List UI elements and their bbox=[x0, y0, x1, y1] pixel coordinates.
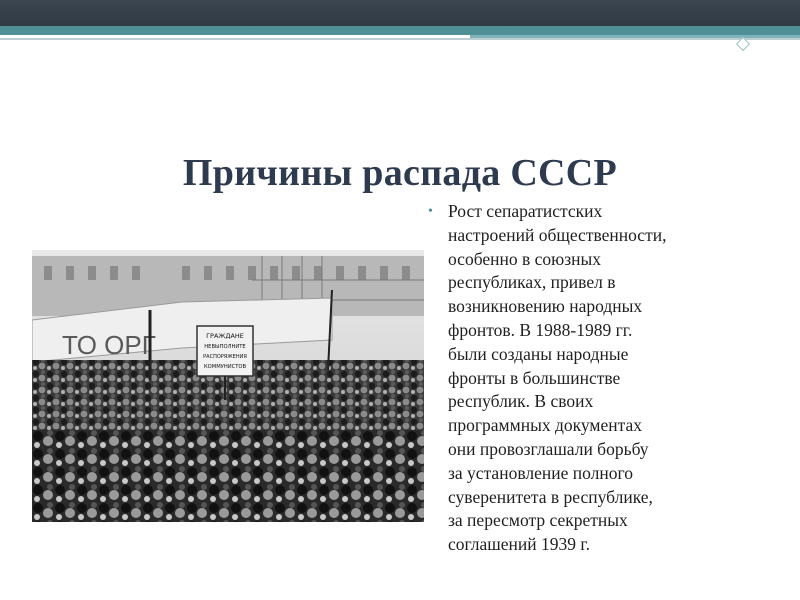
svg-text:КОММУНИСТОВ: КОММУНИСТОВ bbox=[203, 364, 247, 370]
header-divider bbox=[0, 38, 800, 40]
text-line: фронты в большинстве bbox=[448, 367, 621, 388]
header-accent-band bbox=[0, 26, 800, 35]
text-line: за пересмотр секретных bbox=[448, 510, 628, 531]
header-band bbox=[0, 0, 800, 26]
text-line: они провозглашали борьбу bbox=[448, 438, 649, 459]
text-line: настроений общественности, bbox=[448, 224, 667, 245]
text-line: возникновению народных bbox=[448, 296, 643, 317]
protest-photo bbox=[32, 250, 424, 522]
list-item bbox=[428, 200, 768, 557]
bullet-list bbox=[428, 200, 768, 557]
text-line: особенно в союзных bbox=[448, 248, 602, 269]
bullet-icon: • bbox=[428, 204, 433, 219]
text-line: за установление полного bbox=[448, 462, 633, 483]
svg-text:НЕВЫПОЛНИТЕ: НЕВЫПОЛНИТЕ bbox=[204, 344, 246, 350]
slide-title: Причины распада СССР bbox=[182, 152, 618, 195]
banner-text: ТО ОРГ bbox=[62, 330, 156, 360]
text-line: фронтов. В 1988-1989 гг. bbox=[448, 319, 633, 340]
text-line: Рост сепаратистских bbox=[448, 201, 603, 221]
bullet-text bbox=[448, 200, 768, 557]
text-line: суверенитета в республике, bbox=[448, 486, 653, 507]
text-line: республик. В своих bbox=[448, 391, 594, 412]
text-line: соглашений 1939 г. bbox=[448, 534, 590, 555]
svg-text:РАСПОРЯЖЕНИЯ: РАСПОРЯЖЕНИЯ bbox=[203, 354, 247, 360]
text-line: были созданы народные bbox=[448, 343, 629, 364]
text-line: республиках, привел в bbox=[448, 272, 616, 293]
text-line: программных документах bbox=[448, 415, 642, 436]
svg-text:ГРАЖДАНЕ: ГРАЖДАНЕ bbox=[206, 332, 244, 340]
